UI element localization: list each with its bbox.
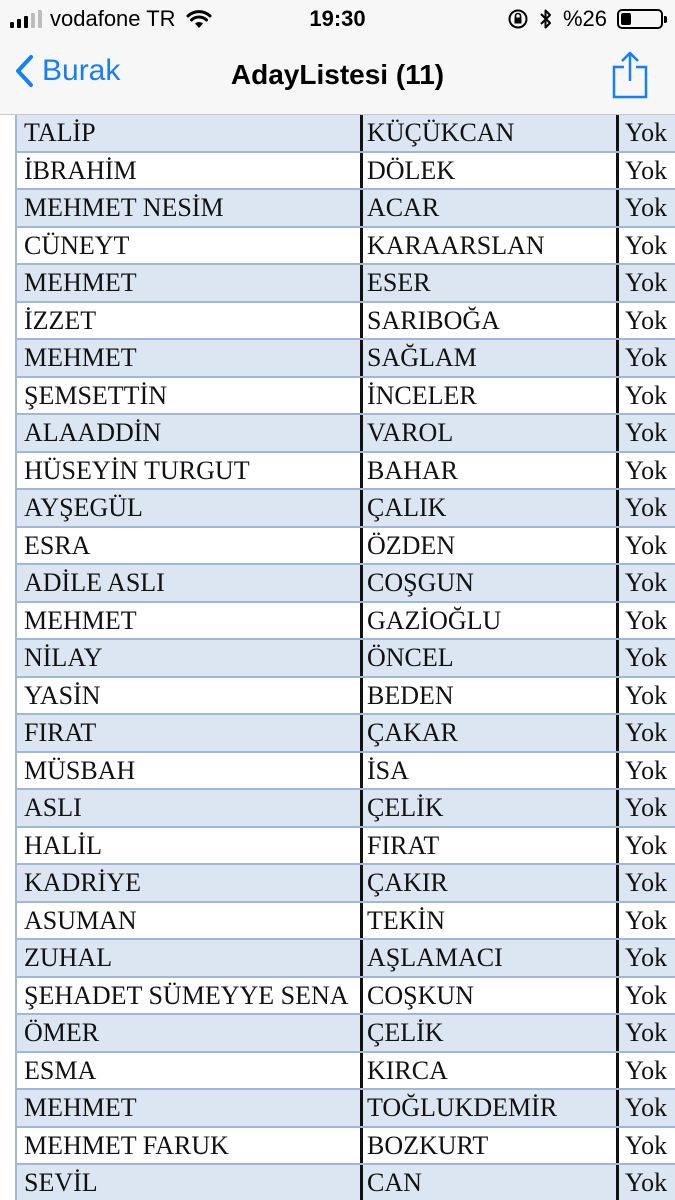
table-row[interactable]: [15, 378, 675, 416]
first-name-cell[interactable]: MEHMET: [15, 603, 360, 639]
carrier-label: vodafone TR: [50, 6, 176, 31]
first-name-cell[interactable]: FIRAT: [15, 715, 360, 751]
last-name-cell[interactable]: ÖNCEL: [360, 640, 616, 676]
table-row[interactable]: [15, 453, 675, 491]
last-name-cell[interactable]: KARAARSLAN: [360, 228, 616, 264]
last-name-cell[interactable]: COŞKUN: [360, 978, 616, 1014]
table-row[interactable]: [15, 978, 675, 1016]
first-name-cell[interactable]: ASUMAN: [15, 903, 360, 939]
share-button[interactable]: [611, 50, 649, 105]
status-cell[interactable]: Yok: [616, 490, 675, 526]
last-name-cell[interactable]: TOĞLUKDEMİR: [360, 1090, 616, 1126]
first-name-cell[interactable]: ŞEMSETTİN: [15, 378, 360, 414]
table-row[interactable]: [15, 828, 675, 866]
first-name-cell[interactable]: ZUHAL: [15, 940, 360, 976]
status-cell[interactable]: Yok: [616, 265, 675, 301]
first-name-cell[interactable]: ŞEHADET SÜMEYYE SENA: [15, 978, 360, 1014]
first-name-cell[interactable]: MEHMET NESİM: [15, 190, 360, 226]
table-row[interactable]: [15, 1165, 675, 1200]
last-name-cell[interactable]: ACAR: [360, 190, 616, 226]
status-cell[interactable]: Yok: [616, 828, 675, 864]
rotation-lock-icon: [507, 8, 529, 30]
last-name-cell[interactable]: BAHAR: [360, 453, 616, 489]
battery-percent: %26: [562, 6, 607, 31]
status-cell[interactable]: Yok: [616, 153, 675, 189]
last-name-cell[interactable]: KIRCA: [360, 1053, 616, 1089]
last-name-cell[interactable]: ESER: [360, 265, 616, 301]
table-row[interactable]: [15, 715, 675, 753]
status-cell[interactable]: Yok: [616, 565, 675, 601]
status-cell[interactable]: Yok: [616, 678, 675, 714]
table-row[interactable]: [15, 190, 675, 228]
first-name-cell[interactable]: İBRAHİM: [15, 153, 360, 189]
table-row[interactable]: [15, 228, 675, 266]
table-row[interactable]: [15, 1128, 675, 1166]
first-name-cell[interactable]: ALAADDİN: [15, 415, 360, 451]
spreadsheet-view[interactable]: [0, 115, 675, 1200]
first-name-cell[interactable]: ADİLE ASLI: [15, 565, 360, 601]
last-name-cell[interactable]: ÇALIK: [360, 490, 616, 526]
status-cell[interactable]: Yok: [616, 753, 675, 789]
status-cell[interactable]: Yok: [616, 1128, 675, 1164]
last-name-cell[interactable]: ÇELİK: [360, 1015, 616, 1051]
status-cell[interactable]: Yok: [616, 640, 675, 676]
last-name-cell[interactable]: COŞGUN: [360, 565, 616, 601]
status-right: [507, 6, 663, 32]
last-name-cell[interactable]: ÖZDEN: [360, 528, 616, 564]
back-label: Burak: [42, 54, 121, 87]
last-name-cell[interactable]: FIRAT: [360, 828, 616, 864]
share-icon: [611, 50, 649, 100]
table-row[interactable]: [15, 678, 675, 716]
status-cell[interactable]: Yok: [616, 603, 675, 639]
last-name-cell[interactable]: ÇAKAR: [360, 715, 616, 751]
last-name-cell[interactable]: İSA: [360, 753, 616, 789]
first-name-cell[interactable]: MEHMET: [15, 340, 360, 376]
last-name-cell[interactable]: DÖLEK: [360, 153, 616, 189]
table-row[interactable]: [15, 940, 675, 978]
table-row[interactable]: [15, 115, 675, 153]
status-cell[interactable]: Yok: [616, 340, 675, 376]
last-name-cell[interactable]: ÇAKIR: [360, 865, 616, 901]
last-name-cell[interactable]: SARIBOĞA: [360, 303, 616, 339]
status-cell[interactable]: Yok: [616, 940, 675, 976]
status-cell[interactable]: Yok: [616, 1090, 675, 1126]
first-name-cell[interactable]: MEHMET: [15, 265, 360, 301]
last-name-cell[interactable]: CAN: [360, 1165, 616, 1200]
first-name-cell[interactable]: MEHMET: [15, 1090, 360, 1126]
page-title: AdayListesi (11): [230, 59, 445, 90]
last-name-cell[interactable]: KÜÇÜKCAN: [360, 115, 616, 151]
table-row[interactable]: [15, 753, 675, 791]
table-row[interactable]: [15, 340, 675, 378]
first-name-cell[interactable]: CÜNEYT: [15, 228, 360, 264]
last-name-cell[interactable]: TEKİN: [360, 903, 616, 939]
battery-icon: [617, 9, 663, 29]
candidate-table: [15, 115, 675, 1200]
first-name-cell[interactable]: HALİL: [15, 828, 360, 864]
status-cell[interactable]: Yok: [616, 1165, 675, 1200]
status-cell[interactable]: Yok: [616, 790, 675, 826]
status-cell[interactable]: Yok: [616, 528, 675, 564]
status-cell[interactable]: Yok: [616, 715, 675, 751]
first-name-cell[interactable]: SEVİL: [15, 1165, 360, 1200]
status-cell[interactable]: Yok: [616, 190, 675, 226]
last-name-cell[interactable]: GAZİOĞLU: [360, 603, 616, 639]
table-row[interactable]: [15, 603, 675, 641]
table-row[interactable]: [15, 303, 675, 341]
table-row[interactable]: [15, 1090, 675, 1128]
first-name-cell[interactable]: ÖMER: [15, 1015, 360, 1051]
last-name-cell[interactable]: BEDEN: [360, 678, 616, 714]
table-row[interactable]: [15, 640, 675, 678]
status-cell[interactable]: Yok: [616, 378, 675, 414]
table-row[interactable]: [15, 790, 675, 828]
first-name-cell[interactable]: AYŞEGÜL: [15, 490, 360, 526]
battery-fill: [621, 13, 631, 25]
first-name-cell[interactable]: ASLI: [15, 790, 360, 826]
first-name-cell[interactable]: MÜSBAH: [15, 753, 360, 789]
status-cell[interactable]: Yok: [616, 303, 675, 339]
last-name-cell[interactable]: ÇELİK: [360, 790, 616, 826]
bluetooth-icon: [539, 8, 553, 30]
status-cell[interactable]: Yok: [616, 415, 675, 451]
table-row[interactable]: [15, 1015, 675, 1053]
first-name-cell[interactable]: TALİP: [15, 115, 360, 151]
status-cell[interactable]: Yok: [616, 903, 675, 939]
status-cell[interactable]: Yok: [616, 865, 675, 901]
last-name-cell[interactable]: AŞLAMACI: [360, 940, 616, 976]
status-bar: [0, 0, 675, 40]
table-row[interactable]: [15, 1053, 675, 1091]
last-name-cell[interactable]: İNCELER: [360, 378, 616, 414]
first-name-cell[interactable]: ESRA: [15, 528, 360, 564]
table-row[interactable]: [15, 903, 675, 941]
first-name-cell[interactable]: NİLAY: [15, 640, 360, 676]
first-name-cell[interactable]: HÜSEYİN TURGUT: [15, 453, 360, 489]
last-name-cell[interactable]: SAĞLAM: [360, 340, 616, 376]
table-row[interactable]: [15, 265, 675, 303]
status-cell[interactable]: Yok: [616, 978, 675, 1014]
table-row[interactable]: [15, 528, 675, 566]
table-row[interactable]: [15, 490, 675, 528]
first-name-cell[interactable]: YASİN: [15, 678, 360, 714]
first-name-cell[interactable]: ESMA: [15, 1053, 360, 1089]
status-cell[interactable]: Yok: [616, 1053, 675, 1089]
navigation-bar: [0, 40, 675, 115]
status-cell[interactable]: Yok: [616, 228, 675, 264]
last-name-cell[interactable]: VAROL: [360, 415, 616, 451]
table-row[interactable]: [15, 415, 675, 453]
table-row[interactable]: [15, 565, 675, 603]
table-row[interactable]: [15, 153, 675, 191]
first-name-cell[interactable]: İZZET: [15, 303, 360, 339]
status-cell[interactable]: Yok: [616, 115, 675, 151]
status-time: 19:30: [309, 6, 366, 31]
first-name-cell[interactable]: MEHMET FARUK: [15, 1128, 360, 1164]
table-row[interactable]: [15, 865, 675, 903]
first-name-cell[interactable]: KADRİYE: [15, 865, 360, 901]
status-cell[interactable]: Yok: [616, 453, 675, 489]
last-name-cell[interactable]: BOZKURT: [360, 1128, 616, 1164]
status-cell[interactable]: Yok: [616, 1015, 675, 1051]
